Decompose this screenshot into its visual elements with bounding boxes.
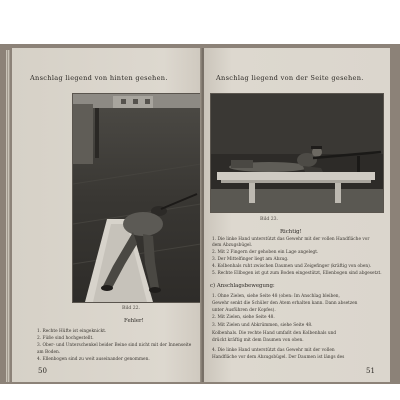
left-list-item: 3. Ober- und Unterschenkel beider Beine sind nicht mit der Innenseite: [37, 343, 192, 348]
right-section-title: Richtig!: [280, 229, 302, 235]
right-figure-caption: Bild 23.: [260, 217, 279, 222]
right-list-item: 4. Kolbenhals ruht zwischen Daumen und Zeigefinger (kräftig von oben).: [212, 264, 372, 269]
right-list-item: 2. Mit Zielen, siehe Seite 48.: [212, 315, 275, 320]
left-list-item: 4. Ellenbogen sind zu weit auseinander genommen.: [37, 357, 150, 362]
left-list-item: am Boden.: [37, 350, 61, 355]
right-list-item: 1. Ohne Zielen, siehe Seite 48 (oben: Im Anschlag bleiben,: [212, 294, 340, 299]
photo-illustration: [73, 94, 201, 302]
right-list-item: 2. Mit 2 Fingern der gehoben ein Lage angelegt.: [212, 250, 319, 255]
right-list-item: 3. Mit Zielen und Abkrümmen, siehe Seite 48.: [212, 323, 313, 328]
left-section-title: Fehler!: [124, 318, 144, 324]
right-list-item: 5. Rechte Ellbogen ist gut zum Boden eingestützt, Ellenbogen sind abgesetzt.: [212, 271, 382, 276]
left-figure-caption: Bild 22.: [122, 306, 141, 311]
prone-side-view-photo: [210, 93, 384, 213]
right-list-item: 1. Die linke Hand unterstützt das Gewehr mit der vollen Handfläche vor: [212, 237, 370, 242]
right-list-item: Handfläche vor dem Abzugsbügel. Der Daumen ist längs des: [212, 355, 345, 360]
right-page-number: 51: [366, 367, 375, 375]
right-list-item: 3. Der Mittelfinger liegt am Abzug.: [212, 257, 289, 262]
right-page: [204, 48, 390, 382]
right-subsection-title: c) Anschlagsbewegung:: [210, 283, 275, 289]
page-stack-edge: [6, 50, 10, 382]
prone-rear-view-photo: [72, 93, 202, 303]
right-list-item: drückt kräftig mit dem Daumen von oben.: [212, 338, 304, 343]
left-list-item: 2. Füße sind hochgestellt.: [37, 336, 94, 341]
right-list-item: 4. Die linke Hand unterstützt das Gewehr mit der vollen: [212, 348, 335, 353]
right-list-item: Kolbenhals. Die rechte Hand umfaßt den Kolbenhals und: [212, 331, 337, 336]
right-page-heading: Anschlag liegend von der Seite gesehen.: [216, 74, 364, 82]
right-list-item: dem Abzugsbügel.: [212, 243, 253, 248]
right-list-item: unter Ausführen der Kopfes).: [212, 308, 276, 313]
left-page: [12, 48, 202, 382]
photo-illustration: [211, 94, 383, 212]
right-list-item: Gewehr senkt die Schüler den Atem erhalten kann. Dann absetzen: [212, 301, 358, 306]
left-page-number: 50: [38, 367, 47, 375]
left-page-heading: Anschlag liegend von hinten gesehen.: [30, 74, 168, 82]
open-book: [0, 44, 400, 384]
left-list-item: 1. Rechte Hüfte ist eingeknickt.: [37, 329, 107, 334]
